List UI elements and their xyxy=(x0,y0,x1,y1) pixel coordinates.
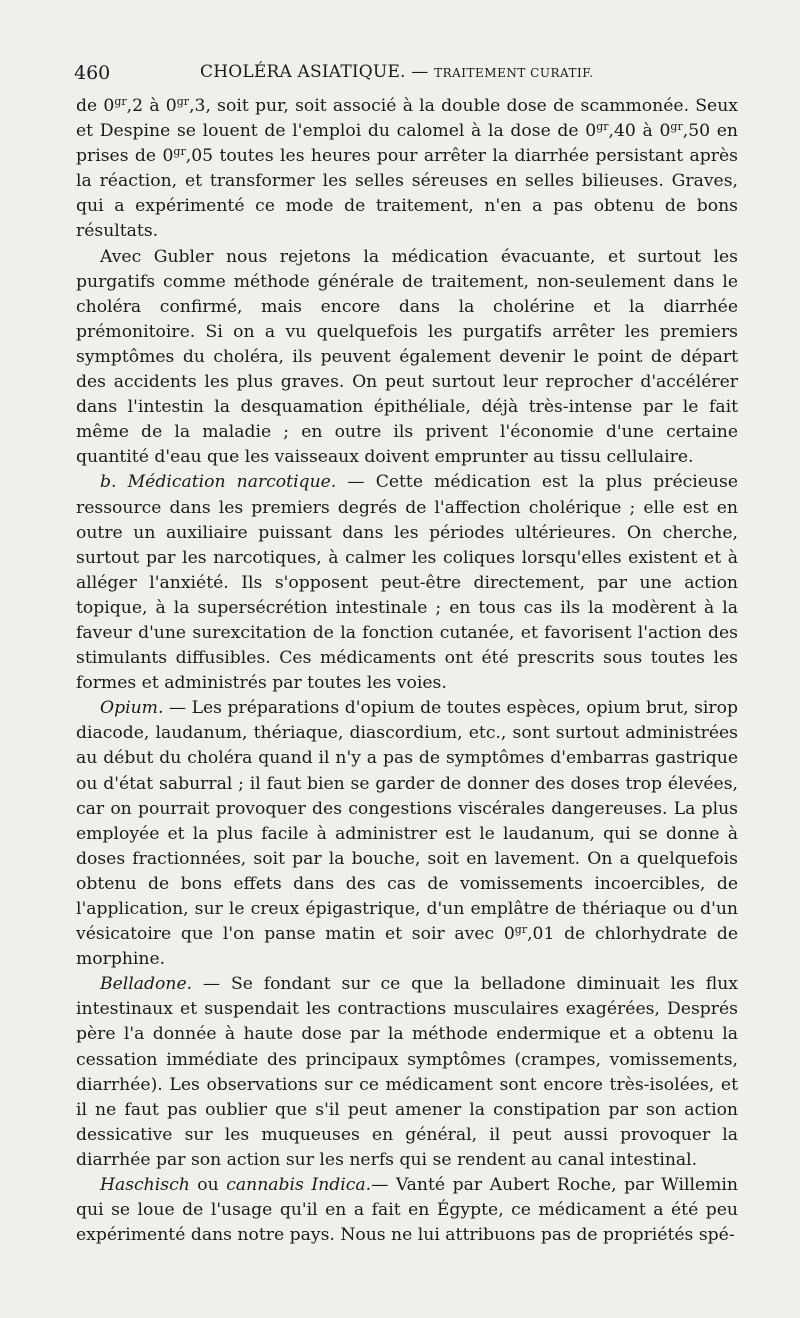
text-run: — Cette médication est la plus précieuse ressource dans les premiers degrés de l'affection cholérique ; elle est en outre un auxiliaire puissant dans les périodes ultérieures. On cherche, surtout par les narcotiques, à calmer les coliques lorsqu'elles existent et à alléger l'anxiété. Ils s'opposent peut-être directement, par une action topique, à la supersécrétion intestinale ; en tous cas ils la modèrent à la faveur d'une surexcitation de la fonction cutanée, et favorisent l'action des stimulants diffusibles. Ces médicaments ont été prescrits sous toutes les formes et administrés par toutes les voies. xyxy=(76,472,738,694)
text-run: ,05 toutes les heures pour arrêter la diarrhée persistant après la réaction, et transformer les selles séreuses en selles bilieuses. Graves, qui a expérimenté ce mode de traitement, n'en a pas obtenu de bons résultats. xyxy=(76,146,738,242)
page-number: 460 xyxy=(74,62,111,84)
running-title xyxy=(200,62,594,82)
paragraph xyxy=(76,94,738,245)
unit-superscript: gr xyxy=(670,120,683,134)
text-run: — Les préparations d'opium de toutes espèces, opium brut, sirop diacode, laudanum, thériaque, diascordium, etc., sont surtout administrées au début du choléra quand il n'y a pas de symptômes d'embarras gastrique ou d'état saburral ; il faut bien se garder de donner des doses trop élevées, car on pourrait provoquer des congestions viscérales dangereuses. La plus employée et la plus facile à administrer est le laudanum, qui se donne à doses fractionnées, soit par la bouche, soit en lavement. On a quelquefois obtenu de bons effets dans des cas de vomissements incoercibles, de l'application, sur le creux épigastrique, d'un emplâtre de thériaque ou d'un vésicatoire que l'on panse matin et soir avec 0 xyxy=(76,698,738,945)
paragraph xyxy=(76,245,738,471)
italic-heading: Opium. xyxy=(100,698,164,719)
text-run: ,3, soit pur, soit associé à la double dose de scammonée. Seux et Despine se louent de l'emploi du calomel à la dose de 0 xyxy=(76,96,738,142)
paragraph xyxy=(76,470,738,696)
unit-superscript: gr xyxy=(514,923,528,937)
italic-heading: Belladone. xyxy=(100,974,193,995)
text-run: Avec Gubler nous rejetons la médication évacuante, et surtout les purgatifs comme méthode générale de traitement, non-seulement dans le choléra confirmé, mais encore dans la cholérine et la diarrhée prémonitoire. Si on a vu quelquefois les purgatifs arrêter les premiers symptômes du choléra, ils peuvent également devenir le point de départ des accidents les plus graves. On peut surtout leur reprocher d'accélérer dans l'intestin la desquamation épithéliale, déjà très-intense par le fait même de la maladie ; en outre ils privent l'économie d'une certaine quantité d'eau que les vaisseaux doivent emprunter au tissu cellulaire. xyxy=(76,246,738,468)
paragraph xyxy=(76,1173,738,1248)
unit-superscript: gr xyxy=(176,95,190,108)
unit-superscript: gr xyxy=(114,95,127,108)
text-run: ,40 à 0 xyxy=(608,121,671,142)
text-run: de 0 xyxy=(76,96,115,116)
running-header xyxy=(72,56,740,92)
body-text xyxy=(76,94,738,1248)
text-run: — Vanté par Aubert Roche, par Willemin qui se loue de l'usage qu'il en a fait en Égypte, ce médicament a été peu expérimenté dans notre pays. Nous ne lui attribuons pas de propriétés spé- xyxy=(76,1175,738,1246)
section-title: TRAITEMENT CURATIF. xyxy=(434,66,594,80)
italic-heading: cannabis Indica. xyxy=(226,1175,372,1196)
text-run: ,01 de chlorhydrate de morphine. xyxy=(76,924,738,970)
paragraph xyxy=(76,972,738,1173)
paragraph xyxy=(76,696,738,972)
unit-superscript: gr xyxy=(596,120,609,134)
unit-superscript: gr xyxy=(173,145,186,159)
text-run: ou xyxy=(189,1175,227,1196)
italic-heading: b. Médication narcotique. xyxy=(100,472,337,493)
text-run: ,50 en prises de 0 xyxy=(76,121,738,167)
text-run: ,2 à 0 xyxy=(126,96,177,116)
running-title-text: CHOLÉRA ASIATIQUE. — xyxy=(200,62,429,82)
italic-heading: Haschisch xyxy=(100,1175,190,1196)
text-run: — Se fondant sur ce que la belladone diminuait les flux intestinaux et suspendait les contractions musculaires exagérées, Després père l'a donnée à haute dose par la méthode endermique et a obtenu la cessation immédiate des principaux symptômes (crampes, vomissements, diarrhée). Les observations sur ce médicament sont encore très-isolées, et il ne faut pas oublier que s'il peut amener la constipation par son action dessicative sur les muqueuses en général, il peut aussi provoquer la diarrhée par son action sur les nerfs qui se rendent au canal intestinal. xyxy=(76,974,738,1170)
